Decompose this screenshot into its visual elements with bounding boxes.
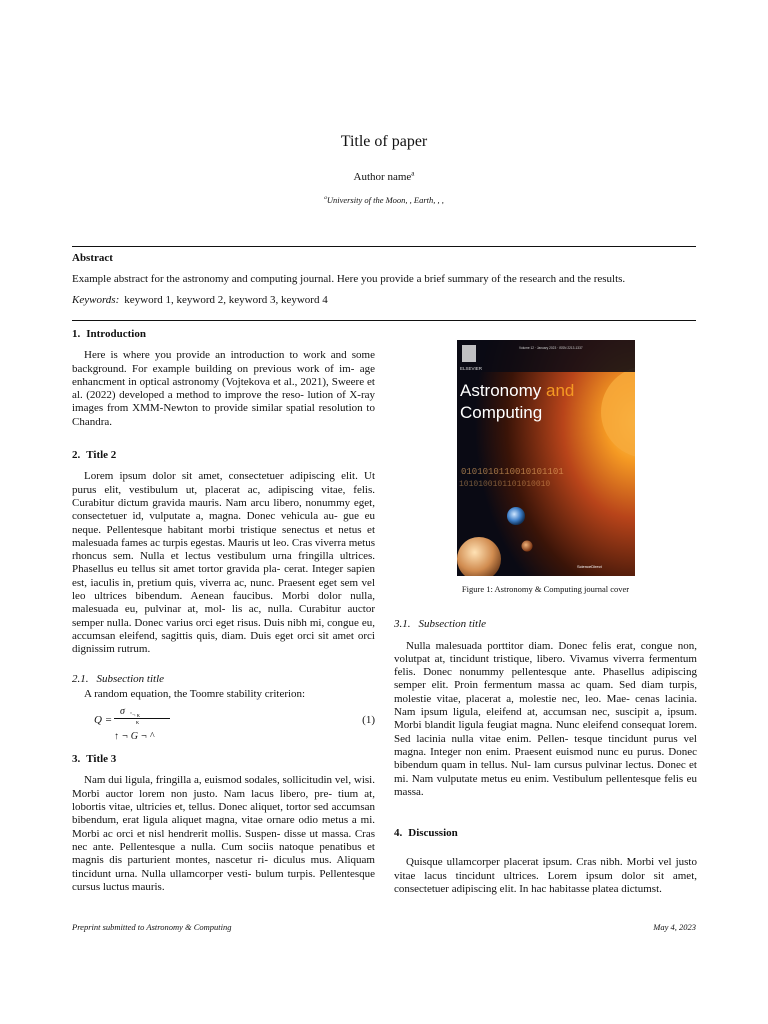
section-number: 1. bbox=[72, 328, 81, 340]
binary-text-row-1: 0101010110010101101 bbox=[460, 467, 564, 477]
cover-footer: ScienceDirect bbox=[576, 564, 602, 569]
cover-title-line-1 bbox=[460, 381, 574, 400]
equation-kappa: κ bbox=[136, 720, 140, 727]
section-title: Title 3 bbox=[86, 753, 117, 766]
affiliation-line bbox=[72, 195, 696, 205]
section-number: 2. bbox=[72, 449, 81, 462]
elsevier-logo-icon bbox=[462, 345, 476, 362]
cover-issue: Volume 12 · January 2023 · ISSN 2213-1337 bbox=[518, 346, 583, 350]
equation-numerator-small: ˆ¬ κ bbox=[130, 713, 140, 720]
fraction-bar bbox=[114, 718, 170, 719]
keywords-label: Keywords: bbox=[72, 294, 120, 306]
subsection-3-1-paragraph: Nulla malesuada porttitor diam. Donec felis erat, congue non, volutpat at, tincidunt tristique, libero. Vivamus viverra fermentum felis. Donec nonummy pellentesque ante. Phasellus adipiscing semper elit. Proin fermentum massa ac quam. Sed diam turpis, molestie vitae, placerat a, molestie nec, leo. Mae- cenas lacinia. Nam ipsum ligula, eleifend at, accumsan nec, suscipit a, ipsum. Morbi blandit ligula feugiat magna. Nunc eleifend consequat lorem. Sed lacinia nulla vitae enim. Pellen- tesque tincidunt purus vel magna. Integer non enim. Praesent euismod nunc eu purus. Donec bibendum quam in tellus. Nul- lam cursus pulvinar lectus. Donec et mi. Nam vulputate metus eu enim. Vestibulum pellentesque felis eu massa. bbox=[394, 639, 697, 798]
subsection-2-1-paragraph: A random equation, the Toomre stability criterion: bbox=[84, 687, 306, 700]
section-title: Discussion bbox=[408, 827, 458, 840]
equation-number: (1) bbox=[362, 714, 375, 727]
author-name: Author name bbox=[353, 171, 412, 183]
figure-caption: Figure 1: Astronomy & Computing journal cover bbox=[461, 584, 630, 594]
section-heading-discussion bbox=[394, 827, 697, 840]
subsection-title: Subsection title bbox=[96, 672, 165, 685]
cover-header-band bbox=[457, 340, 635, 372]
cover-title-astronomy: Astronomy bbox=[459, 381, 541, 400]
cover-publisher: ELSEVIER bbox=[459, 366, 482, 371]
abstract-top-rule bbox=[72, 246, 696, 247]
discussion-paragraph: Quisque ullamcorper placerat ipsum. Cras nibh. Morbi vel justo vitae lacus tincidunt ultrices. Lorem ipsum dolor sit amet, consectetuer adipiscing elit. In hac habitasse platea dictumst. bbox=[394, 856, 697, 896]
equation-fraction bbox=[114, 705, 170, 745]
right-column bbox=[394, 328, 697, 896]
abstract-text: Example abstract for the astronomy and computing journal. Here you provide a brief summary of the research and the results. bbox=[72, 273, 626, 285]
section-heading-introduction bbox=[72, 328, 375, 341]
cover-title-line-2: Computing bbox=[459, 403, 542, 422]
journal-cover-figure bbox=[457, 340, 635, 576]
keywords: keyword 1, keyword 2, keyword 3, keyword 4 bbox=[124, 294, 328, 306]
preprint-footer: Preprint submitted to Astronomy & Computing bbox=[72, 922, 232, 932]
section-heading-title-2 bbox=[72, 449, 375, 462]
section-title: Introduction bbox=[86, 328, 146, 340]
equation-numerator: σ bbox=[120, 706, 125, 718]
subsection-heading-3-1 bbox=[394, 618, 697, 631]
date-footer: May 4, 2023 bbox=[653, 922, 696, 932]
journal-cover-image bbox=[457, 340, 635, 576]
abstract-heading: Abstract bbox=[72, 252, 113, 264]
paper-title: Title of paper bbox=[340, 133, 428, 150]
affiliation: University of the Moon, , Earth, , , bbox=[326, 195, 444, 205]
equation-denominator: ↑ ¬ G ¬ ^ bbox=[114, 731, 154, 743]
subsection-heading-2-1 bbox=[72, 673, 375, 686]
keywords-line bbox=[72, 294, 696, 306]
author-line bbox=[72, 171, 696, 183]
equation-lhs: Q = bbox=[94, 714, 113, 727]
subsection-number: 3.1. bbox=[394, 618, 411, 631]
introduction-paragraph: Here is where you provide an introduction to work and some background. For example building on previous work of im- age enhancment in optical astronomy (Vojtekova et al., 2021), Sweere et al. (2022) developed a method to improve the reso- lution of X-ray images from XMM-Newton to provide similar spatial resolution to Chandra. bbox=[72, 349, 375, 428]
section-number: 3. bbox=[72, 753, 81, 766]
affiliation-superscript: a bbox=[324, 195, 327, 202]
section-number: 4. bbox=[394, 827, 403, 840]
binary-text-row-2: 1010100101101010010 bbox=[458, 480, 550, 489]
cover-title-and: and bbox=[545, 381, 574, 400]
section-title: Title 2 bbox=[86, 449, 117, 462]
subsection-number: 2.1. bbox=[72, 672, 89, 685]
section-heading-title-3 bbox=[72, 753, 375, 766]
title-2-paragraph: Lorem ipsum dolor sit amet, consectetuer adipiscing elit. Ut purus elit, vestibulum ut, placerat ac, adipiscing vitae, felis. Curabitur dictum gravida mauris. Nam arcu libero, nonummy eget, consectetuer id, vulputate a, magna. Donec vehicula au- gue eu neque. Pellentesque habitant morbi tristique senectus et netus et malesuada fames ac turpis egestas. Mauris ut leo. Cras viverra metus rhoncus sem. Nulla et lectus vestibulum urna fringilla ultrices. Phasellus eu tellus sit amet tortor gravida pla- cerat. Integer sapien est, iaculis in, pretium quis, viverra ac, nunc. Praesent eget sem vel leo ultrices bibendum. Aenean faucibus. Morbi dolor nulla, malesuada eu, pulvinar at, mol- lis ac, nulla. Curabitur auctor semper nulla. Donec varius orci eget risus. Duis nibh mi, congue eu, accumsan eleifend, sagittis quis, diam. Duis eget orci sit amet orci dignissim rutrum. bbox=[72, 470, 376, 656]
subsection-title: Subsection title bbox=[418, 618, 487, 631]
paper-page bbox=[72, 0, 696, 1024]
left-column bbox=[72, 328, 375, 894]
abstract-bottom-rule bbox=[72, 320, 696, 321]
toomre-equation bbox=[72, 705, 375, 747]
mars-planet bbox=[521, 541, 532, 552]
earth-planet bbox=[507, 507, 525, 525]
author-superscript: a bbox=[411, 169, 415, 178]
title-3-paragraph: Nam dui ligula, fringilla a, euismod sodales, sollicitudin vel, wisi. Morbi auctor lorem non justo. Nam lacus libero, pre- tium at, lobortis vitae, ultricies et, tellus. Donec aliquet, tortor sed accumsan bibendum, erat ligula aliquet magna, vitae ornare odio metus a mi. Morbi ac orci et nisl hendrerit mollis. Suspen- disse ut massa. Cras nec ante. Pellentesque a nulla. Cum sociis natoque penatibus et magnis dis parturient montes, nascetur ri- diculus mus. Aliquam tincidunt urna. Nulla ullamcorper vesti- bulum turpis. Pellentesque cursus luctus mauris. bbox=[72, 774, 375, 893]
